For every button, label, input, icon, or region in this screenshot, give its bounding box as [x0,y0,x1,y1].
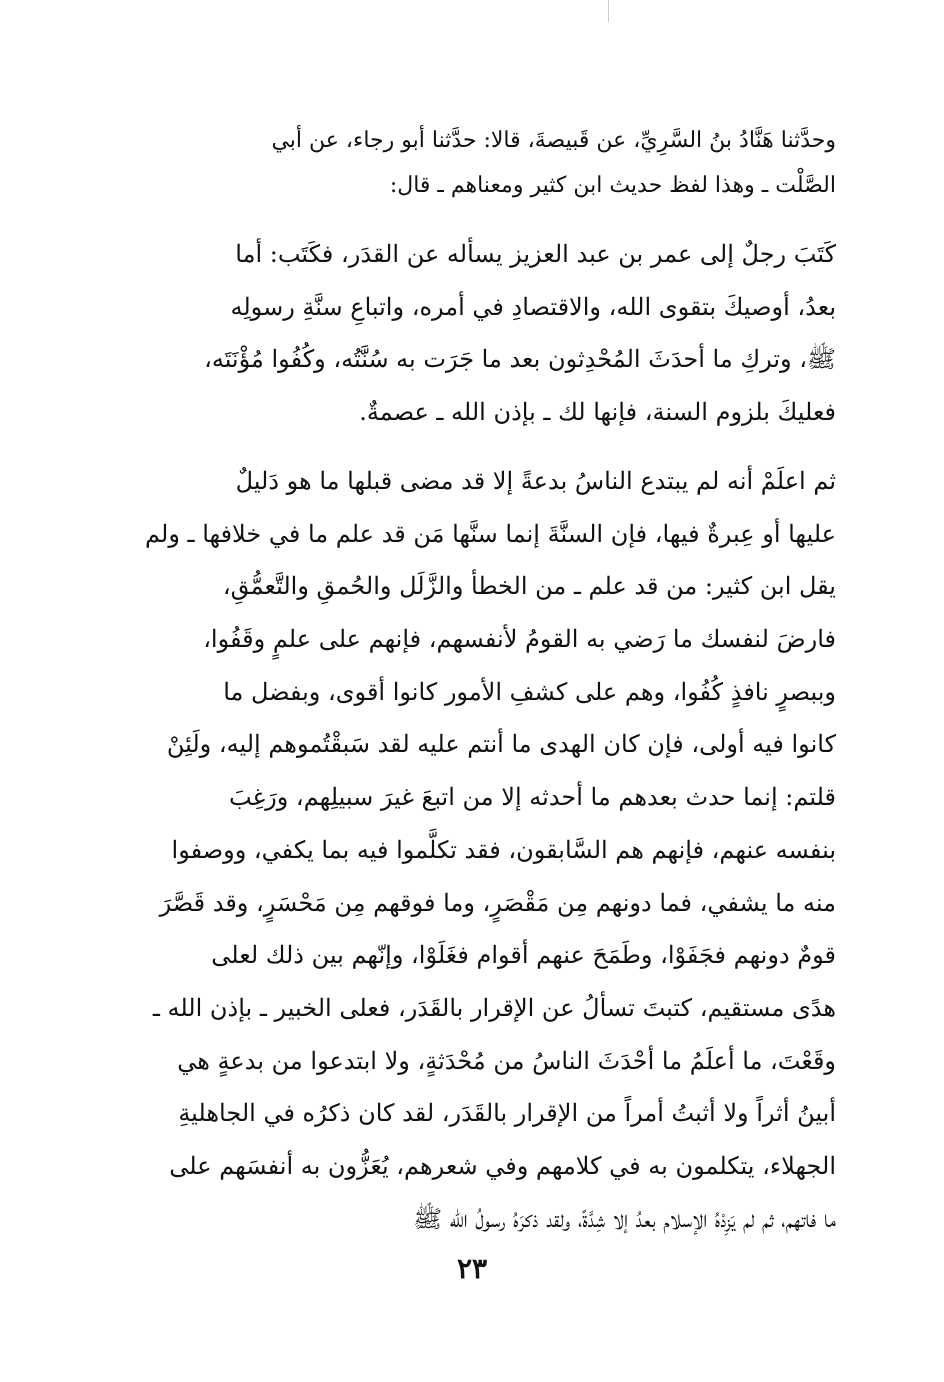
text-line: ﷺ، وتركِ ما أحدَثَ المُحْدِثون بعد ما جَرَت به سُنَّتُه، وكُفُوا مُؤْنَتَه، [204,345,836,374]
text-line: ما فاتهم، ثم لم يَزِدْهُ الإسلام بعدُ إلا شِدَّةً، ولقد ذكرَهُ رسولُ الله ﷺ [413,1204,836,1233]
text-line: عليها أو عِبرةٌ فيها، فإن السنَّةَ إنما سنَّها مَن قد علم ما في خلافها ـ ولم [145,519,836,548]
text-line: وحدَّثنا هَنَّادُ بنُ السَّرِيِّ، عن قَبيصةَ، قالا: حدَّثنا أبو رجاء، عن أبي [271,128,836,153]
text-line: فارضَ لنفسك ما رَضي به القومُ لأنفسهم، فإنهم على علمٍ وقَفُوا، [203,625,836,654]
text-line: يقل ابن كثير: من قد علم ـ من الخطأ والزَّلَل والحُمقِ والتَّعمُّقِ، [222,572,836,601]
text-line: وقَعْتَ، ما أعلَمُ ما أحْدَثَ الناسُ من مُحْدَثةٍ، ولا ابتدعوا من بدعةٍ هي [177,1046,836,1075]
intro-paragraph [110,118,836,208]
text-line: قومٌ دونهم فجَفَوْا، وطَمَحَ عنهم أقوام فغَلَوْا، وإنّهم بين ذلك لعلى [211,941,836,970]
text-line: ثم اعلَمْ أنه لم يبتدع الناسُ بدعةً إلا قد مضى قبلها ما هو دَليلٌ [235,467,836,495]
text-line: أبينُ أثراً ولا أثبتُ أمراً من الإقرار بالقَدَر، لقد كان ذكرُه في الجاهليةِ [178,1099,836,1128]
text-line: الصَّلْت ـ وهذا لفظ حديث ابن كثير ومعناهم ـ قال: [389,173,836,198]
body-paragraph [110,455,836,1245]
text-line: هدًى مستقيم، كتبتَ تسألُ عن الإقرار بالقَدَر، فعلى الخبير ـ بإذن الله ـ [152,993,836,1022]
text-line: فعليكَ بلزوم السنة، فإنها لك ـ بإذن الله ـ عصمةٌ. [359,398,836,427]
scan-mark [608,0,609,22]
text-line: كَتَبَ رجلٌ إلى عمر بن عبد العزيز يسأله عن القدَر، فكَتَب: أما [235,240,836,268]
text-line: كانوا فيه أولى، فإن كان الهدى ما أنتم عليه لقد سَبقْتُموهم إليه، ولَئِنْ [166,730,836,759]
text-line: بعدُ، أوصيكَ بتقوى الله، والاقتصادِ في أمره، واتباعِ سنَّةِ رسولِه [230,292,836,321]
page-number: ٢٣ [456,1252,488,1285]
letter-paragraph [110,228,836,439]
text-line: الجهلاء، يتكلمون به في كلامهم وفي شعرهم، يُعَزُّون به أنفسَهم على [169,1151,836,1180]
text-line: وببصرٍ نافذٍ كُفُوا، وهم على كشفِ الأمور كانوا أقوى، وبفضل ما [223,677,836,706]
text-line: قلتم: إنما حدث بعدهم ما أحدثه إلا من اتبعَ غيرَ سبيلِهم، ورَغِبَ [229,783,836,812]
text-line: منه ما يشفي، فما دونهم مِن مَقْصَرٍ، وما فوقهم مِن مَحْسَرٍ، وقد قَصَّرَ [159,888,836,917]
text-line: بنفسه عنهم، فإنهم هم السَّابقون، فقد تكلَّموا فيه بما يكفي، ووصفوا [171,835,836,864]
